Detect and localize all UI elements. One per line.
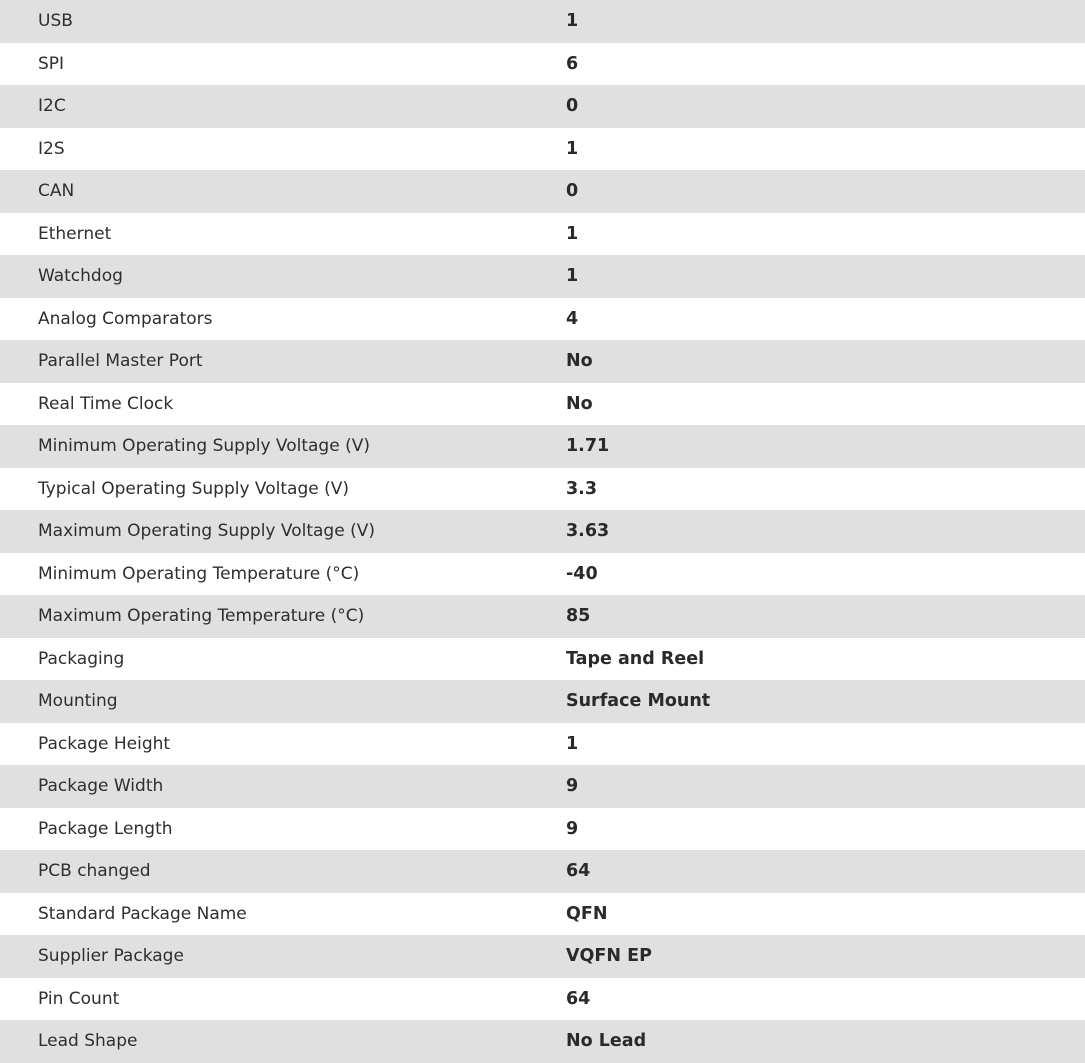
- spec-value: 64: [566, 861, 591, 882]
- spec-label: Real Time Clock: [38, 393, 174, 414]
- spec-value: 0: [566, 96, 579, 117]
- spec-label: Package Width: [38, 776, 164, 797]
- spec-label: Standard Package Name: [38, 903, 247, 924]
- spec-label: Minimum Operating Supply Voltage (V): [38, 436, 370, 457]
- spec-row-standard-package-name: [0, 893, 1085, 936]
- spec-value: No: [566, 351, 593, 372]
- spec-value: 1: [566, 223, 579, 244]
- spec-row-pin-count: [0, 978, 1085, 1021]
- spec-row-real-time-clock: [0, 383, 1085, 426]
- spec-value: No: [566, 393, 593, 414]
- spec-label: Mounting: [38, 691, 118, 712]
- spec-label: Supplier Package: [38, 946, 184, 967]
- spec-row-analog-comparators: [0, 298, 1085, 341]
- spec-label: Packaging: [38, 648, 125, 669]
- spec-label: Lead Shape: [38, 1031, 138, 1052]
- spec-value: 4: [566, 308, 579, 329]
- spec-label: Maximum Operating Temperature (°C): [38, 606, 365, 627]
- spec-label: CAN: [38, 181, 75, 202]
- spec-row-spi: [0, 43, 1085, 86]
- spec-value: VQFN EP: [566, 946, 652, 967]
- spec-row-parallel-master-port: [0, 340, 1085, 383]
- spec-label: I2S: [38, 138, 65, 159]
- spec-label: Watchdog: [38, 266, 123, 287]
- spec-row-i2c: [0, 85, 1085, 128]
- spec-value: 3.3: [566, 478, 598, 499]
- spec-value: 6: [566, 53, 579, 74]
- spec-row-max-temperature: [0, 595, 1085, 638]
- spec-value: No Lead: [566, 1031, 647, 1052]
- spec-label: Maximum Operating Supply Voltage (V): [38, 521, 375, 542]
- spec-row-package-length: [0, 808, 1085, 851]
- spec-label: Pin Count: [38, 988, 120, 1009]
- spec-value: 9: [566, 776, 579, 797]
- spec-row-min-temperature: [0, 553, 1085, 596]
- spec-row-i2s: [0, 128, 1085, 171]
- spec-value: 1.71: [566, 436, 610, 457]
- spec-label: Minimum Operating Temperature (°C): [38, 563, 360, 584]
- spec-value: 64: [566, 988, 591, 1009]
- spec-label: SPI: [38, 53, 65, 74]
- spec-label: Ethernet: [38, 223, 112, 244]
- spec-label: Package Length: [38, 818, 173, 839]
- spec-row-supplier-package: [0, 935, 1085, 978]
- spec-label: Analog Comparators: [38, 308, 213, 329]
- spec-row-package-width: [0, 765, 1085, 808]
- spec-value: QFN: [566, 903, 608, 924]
- spec-row-usb: [0, 0, 1085, 43]
- spec-value: 1: [566, 733, 579, 754]
- spec-label: Package Height: [38, 733, 171, 754]
- spec-label: PCB changed: [38, 861, 151, 882]
- spec-row-pcb-changed: [0, 850, 1085, 893]
- spec-value: Surface Mount: [566, 691, 711, 712]
- spec-row-lead-shape: [0, 1020, 1085, 1063]
- spec-row-max-supply-voltage: [0, 510, 1085, 553]
- spec-value: 1: [566, 266, 579, 287]
- spec-row-can: [0, 170, 1085, 213]
- spec-value: Tape and Reel: [566, 648, 705, 669]
- spec-row-packaging: [0, 638, 1085, 681]
- spec-row-package-height: [0, 723, 1085, 766]
- spec-value: 1: [566, 138, 579, 159]
- spec-label: Typical Operating Supply Voltage (V): [38, 478, 349, 499]
- spec-row-ethernet: [0, 213, 1085, 256]
- spec-value: 1: [566, 11, 579, 32]
- spec-value: 85: [566, 606, 591, 627]
- spec-value: -40: [566, 563, 598, 584]
- spec-label: USB: [38, 11, 73, 32]
- spec-row-mounting: [0, 680, 1085, 723]
- spec-row-min-supply-voltage: [0, 425, 1085, 468]
- spec-value: 9: [566, 818, 579, 839]
- spec-row-typical-supply-voltage: [0, 468, 1085, 511]
- spec-row-watchdog: [0, 255, 1085, 298]
- spec-label: Parallel Master Port: [38, 351, 203, 372]
- spec-value: 0: [566, 181, 579, 202]
- spec-label: I2C: [38, 96, 66, 117]
- spec-value: 3.63: [566, 521, 610, 542]
